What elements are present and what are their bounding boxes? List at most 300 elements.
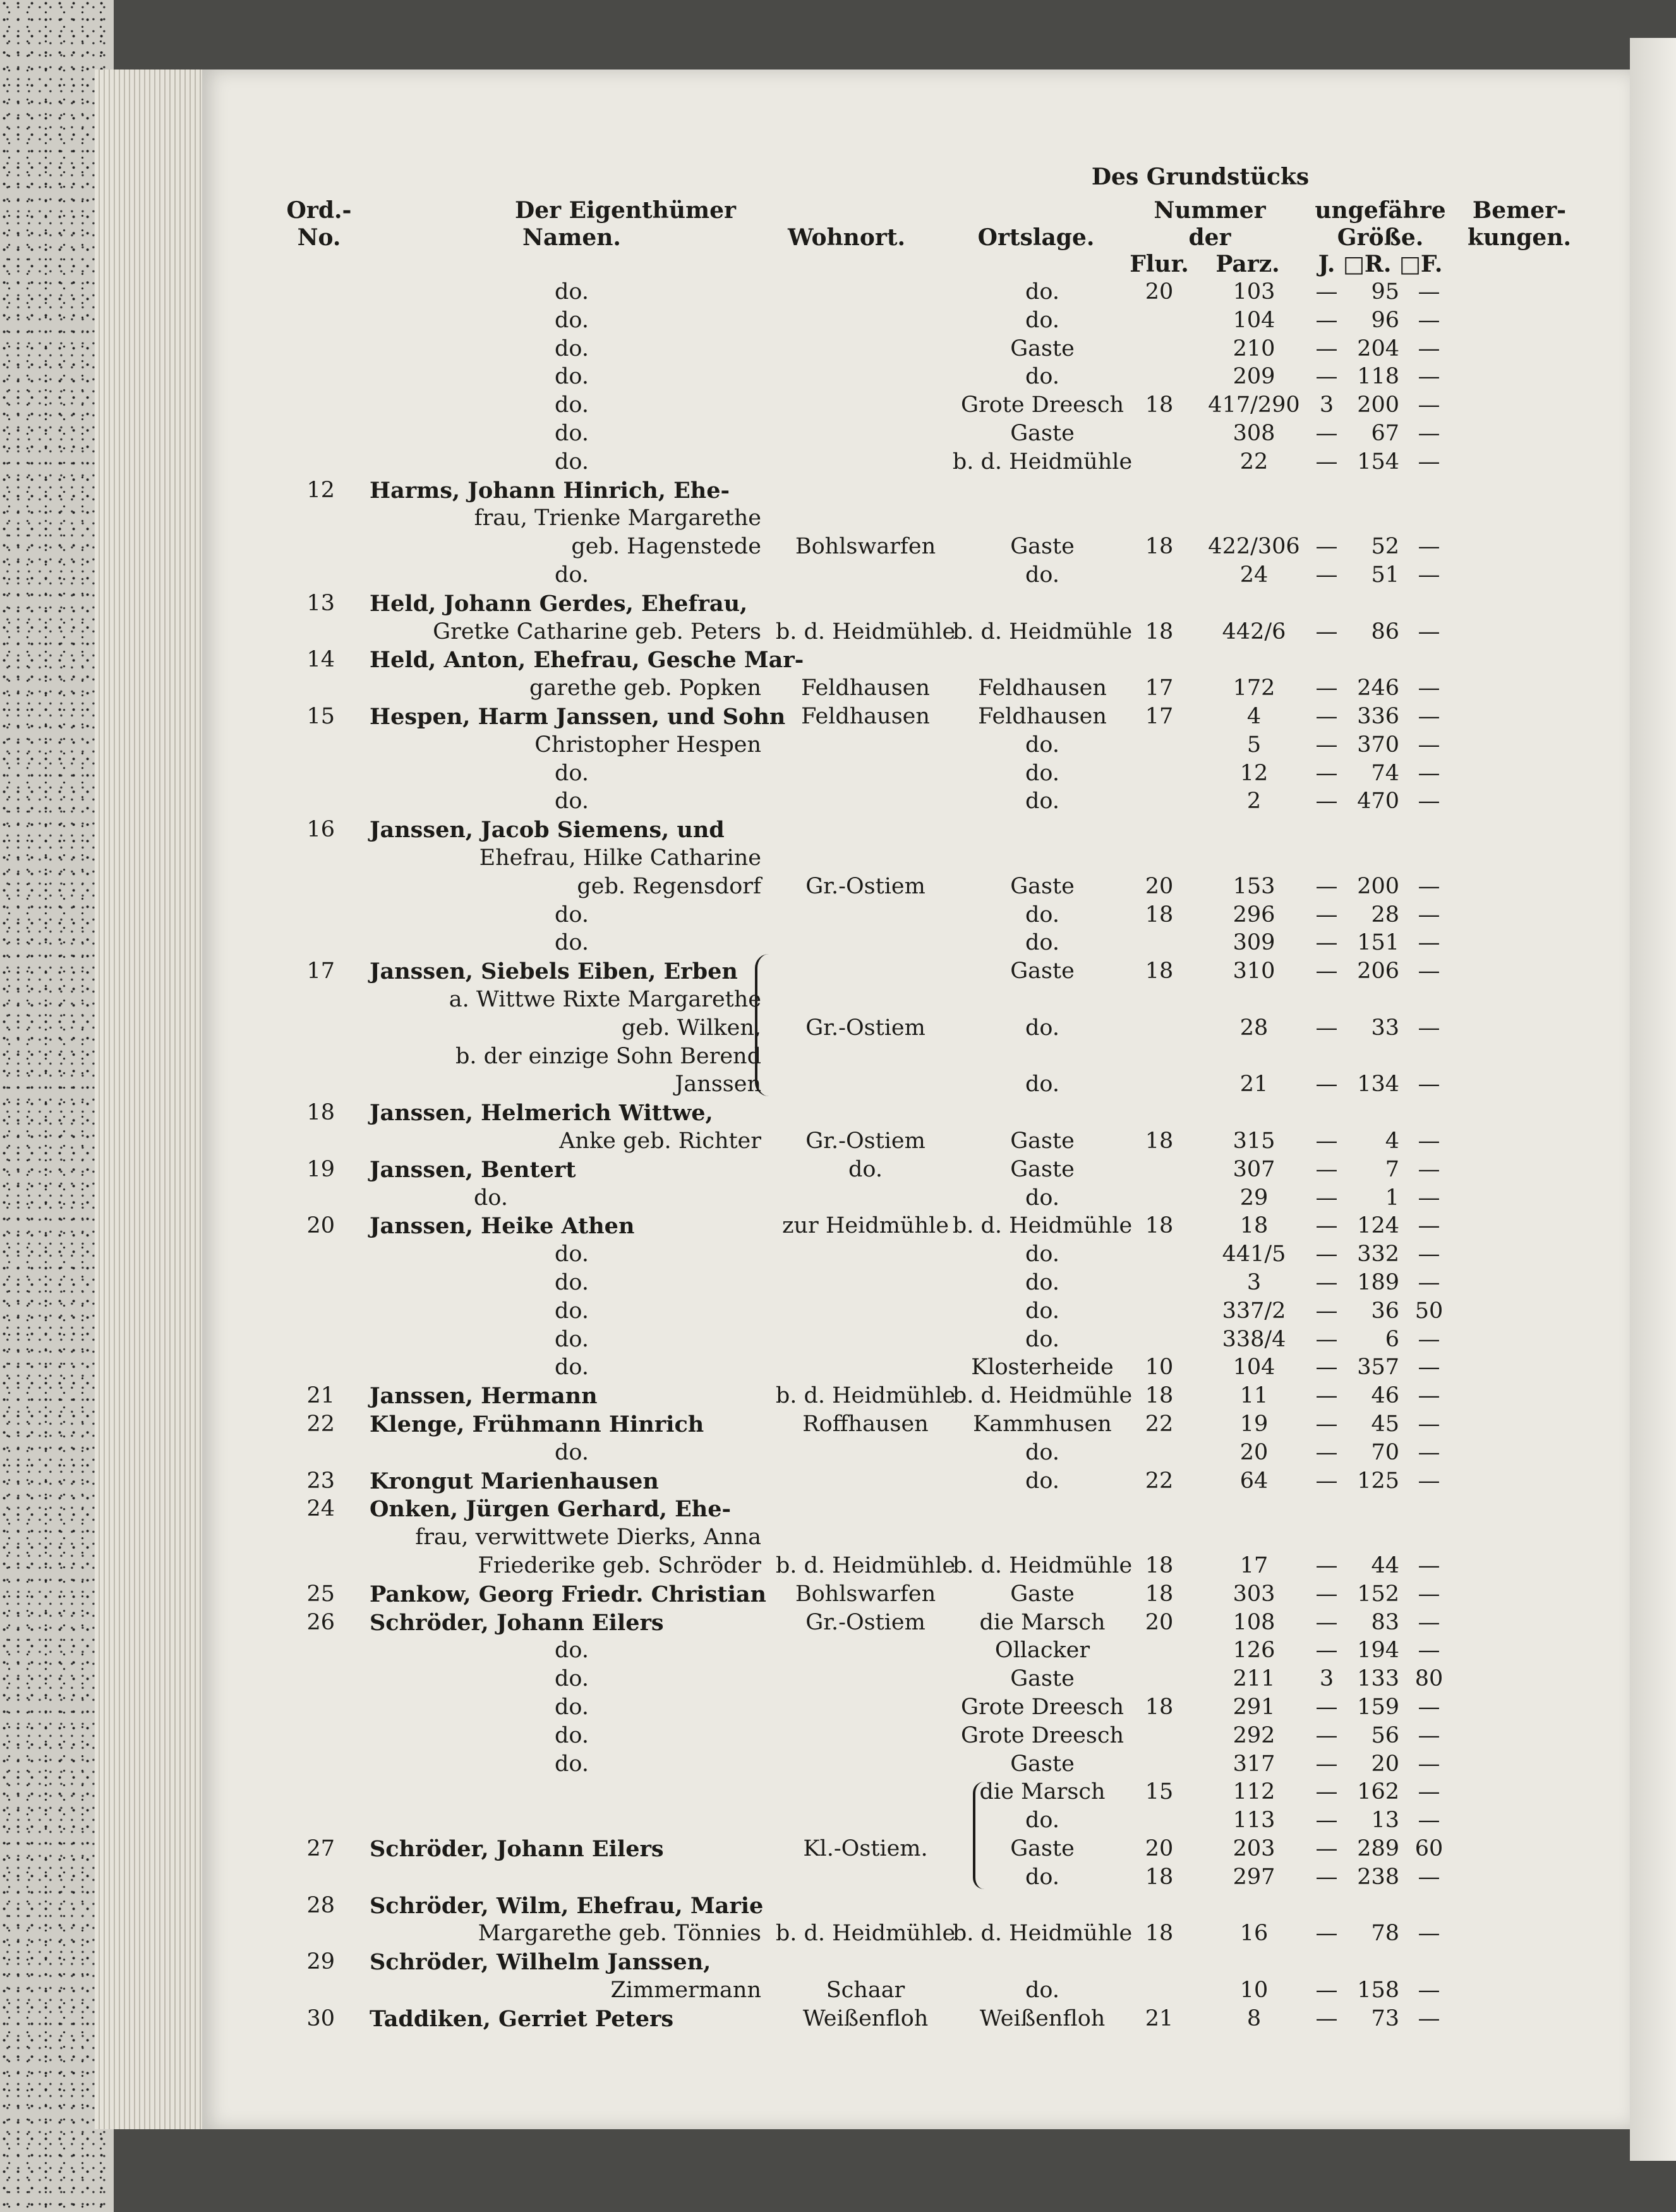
cell-ortslage: Grote Dreesch: [961, 1723, 1124, 1748]
cell-name: do.: [555, 761, 589, 786]
cell-r: 118: [1357, 364, 1399, 389]
cell-r: 96: [1371, 308, 1399, 333]
cell-parz: 309: [1233, 930, 1275, 955]
cell-f: 80: [1414, 1666, 1444, 1691]
header-groesse-units: J. □R. □F.: [1318, 251, 1443, 277]
cell-f: —: [1418, 1978, 1440, 2003]
cell-name: Klenge, Frühmann Hinrich: [370, 1411, 704, 1437]
cell-name: Schröder, Wilhelm Janssen,: [370, 1949, 711, 1975]
cell-name: Pankow, Georg Friedr. Christian: [370, 1581, 766, 1607]
cell-f: —: [1418, 2006, 1440, 2031]
cell-j: —: [1315, 874, 1338, 899]
cell-ortslage: Gaste: [1010, 1666, 1075, 1691]
cell-name: do.: [555, 930, 589, 955]
cell-ortslage: b. d. Heidmühle: [952, 619, 1133, 644]
cell-f: —: [1418, 1808, 1440, 1833]
cell-name: geb. Wilken,: [621, 1015, 761, 1041]
cell-name: do.: [555, 1666, 589, 1691]
bracket-27: [973, 1782, 984, 1889]
cell-ortslage: do.: [1025, 1185, 1059, 1211]
cell-j: —: [1315, 308, 1338, 333]
cell-f: —: [1418, 1723, 1440, 1748]
header-eigentuemer: Der Eigenthümer: [515, 197, 736, 224]
cell-wohnort: b. d. Heidmühle: [775, 1553, 956, 1578]
cell-f: —: [1418, 1015, 1440, 1041]
cell-j: —: [1315, 1695, 1338, 1720]
cell-j: —: [1315, 1411, 1338, 1437]
cell-f: —: [1418, 1581, 1440, 1607]
cell-parz: 104: [1233, 308, 1275, 333]
cell-parz: 310: [1233, 958, 1275, 984]
header-groesse: ungefähre: [1315, 197, 1446, 224]
cell-wohnort: Schaar: [826, 1978, 905, 2003]
cell-f: —: [1418, 364, 1440, 389]
cell-r: 44: [1371, 1553, 1399, 1578]
cell-r: 13: [1371, 1808, 1399, 1833]
cell-flur: 15: [1145, 1779, 1174, 1804]
cell-name: a. Wittwe Rixte Margarethe: [449, 987, 761, 1012]
cell-r: 45: [1371, 1411, 1399, 1437]
cell-parz: 292: [1233, 1723, 1275, 1748]
cell-j: —: [1315, 1213, 1338, 1238]
cell-ortslage: do.: [1025, 761, 1059, 786]
header-der: der: [1188, 224, 1231, 251]
cell-j: —: [1315, 1610, 1338, 1635]
cell-r: 125: [1357, 1468, 1399, 1494]
cell-r: 1: [1385, 1185, 1399, 1211]
cell-f: —: [1418, 619, 1440, 644]
cell-parz: 10: [1239, 1978, 1269, 2003]
cell-ortslage: do.: [1025, 1468, 1059, 1494]
cell-parz: 103: [1233, 279, 1275, 305]
header-nummer: Nummer: [1154, 197, 1266, 224]
cell-f: —: [1418, 1355, 1440, 1380]
cell-parz: 126: [1233, 1638, 1275, 1663]
cell-ortslage: b. d. Heidmühle: [952, 1553, 1133, 1578]
cell-ortslage: Feldhausen: [978, 675, 1107, 701]
cell-parz: 308: [1233, 421, 1275, 446]
cell-r: 332: [1357, 1242, 1399, 1267]
header-wohnort: Wohnort.: [788, 224, 905, 251]
cell-name: Anke geb. Richter: [559, 1128, 761, 1154]
cell-parz: 12: [1239, 761, 1269, 786]
cell-name: do.: [555, 562, 589, 588]
cell-parz: 8: [1246, 2006, 1262, 2031]
cell-parz: 18: [1239, 1213, 1269, 1238]
cell-parz: 28: [1239, 1015, 1269, 1041]
cell-f: —: [1418, 732, 1440, 758]
cell-name: geb. Regensdorf: [577, 874, 761, 899]
cell-ortslage: Klosterheide: [971, 1355, 1114, 1380]
cell-ortslage: Feldhausen: [978, 704, 1107, 729]
cell-r: 52: [1371, 534, 1399, 559]
cell-r: 51: [1371, 562, 1399, 588]
cell-f: —: [1418, 562, 1440, 588]
cell-flur: 18: [1145, 1383, 1174, 1408]
cell-j: —: [1315, 789, 1338, 814]
cell-parz: 153: [1233, 874, 1275, 899]
cell-j: —: [1315, 1779, 1338, 1804]
cell-f: —: [1418, 1213, 1440, 1238]
cell-parz: 24: [1239, 562, 1269, 588]
cell-j: —: [1315, 1298, 1338, 1324]
cell-r: 33: [1371, 1015, 1399, 1041]
cell-ortslage: b. d. Heidmühle: [952, 1213, 1133, 1238]
cell-ortslage: do.: [1025, 279, 1059, 305]
cell-j: —: [1315, 1468, 1338, 1494]
header-bemerkungen: Bemer-: [1472, 197, 1567, 224]
cell-name: b. der einzige Sohn Berend: [455, 1044, 761, 1069]
cell-r: 204: [1357, 336, 1399, 361]
cell-name: do.: [555, 1440, 589, 1465]
cell-wohnort: zur Heidmühle: [782, 1213, 949, 1238]
cell-f: —: [1418, 874, 1440, 899]
cell-ord: 30: [306, 2006, 335, 2031]
cell-parz: 209: [1233, 364, 1275, 389]
cell-parz: 211: [1233, 1666, 1275, 1691]
cell-j: —: [1315, 562, 1338, 588]
cell-ortslage: Gaste: [1010, 1581, 1075, 1607]
cell-ord: 27: [306, 1836, 335, 1861]
cell-name: do.: [555, 902, 589, 928]
cell-parz: 104: [1233, 1355, 1275, 1380]
cell-name: Janssen: [675, 1072, 761, 1097]
cell-f: —: [1418, 1242, 1440, 1267]
cell-f: —: [1418, 421, 1440, 446]
cell-ord: 22: [306, 1411, 335, 1437]
cell-j: 3: [1319, 1666, 1334, 1691]
cell-r: 20: [1371, 1751, 1399, 1777]
cell-j: —: [1315, 364, 1338, 389]
cell-r: 83: [1371, 1610, 1399, 1635]
cell-j: —: [1315, 279, 1338, 305]
cell-wohnort: b. d. Heidmühle: [775, 619, 956, 644]
cell-wohnort: Gr.-Ostiem: [805, 1015, 925, 1041]
cell-j: —: [1315, 1270, 1338, 1295]
cell-ortslage: do.: [1025, 732, 1059, 758]
cell-r: 154: [1357, 449, 1399, 474]
cell-ortslage: Gaste: [1010, 421, 1075, 446]
header-ortslage: Ortslage.: [977, 224, 1095, 251]
cell-wohnort: b. d. Heidmühle: [775, 1921, 956, 1946]
cell-name: geb. Hagenstede: [571, 534, 761, 559]
cell-ord: 16: [306, 817, 335, 842]
cell-flur: 22: [1145, 1411, 1174, 1437]
cell-name: garethe geb. Popken: [529, 675, 761, 701]
cell-j: —: [1315, 1327, 1338, 1352]
cell-parz: 17: [1239, 1553, 1269, 1578]
cell-flur: 18: [1145, 1213, 1174, 1238]
cell-name: frau, verwittwete Dierks, Anna: [415, 1525, 761, 1550]
cell-ortslage: do.: [1025, 1327, 1059, 1352]
cell-flur: 18: [1145, 1864, 1174, 1890]
header-grundstueck: Des Grundstücks: [1091, 164, 1310, 190]
cell-parz: 29: [1239, 1185, 1269, 1211]
cell-wohnort: b. d. Heidmühle: [775, 1383, 956, 1408]
cell-flur: 18: [1145, 902, 1174, 928]
cell-parz: 210: [1233, 336, 1275, 361]
cell-j: —: [1315, 930, 1338, 955]
cell-r: 4: [1385, 1128, 1399, 1154]
bracket-17: [755, 954, 769, 1096]
cell-ortslage: Grote Dreesch: [961, 1695, 1124, 1720]
cell-name: do.: [555, 1298, 589, 1324]
cell-j: —: [1315, 1921, 1338, 1946]
cell-name: do.: [555, 1327, 589, 1352]
cell-r: 159: [1357, 1695, 1399, 1720]
cell-ord: 23: [306, 1468, 335, 1494]
cell-name: do.: [555, 308, 589, 333]
cell-j: —: [1315, 1978, 1338, 2003]
cell-f: —: [1418, 336, 1440, 361]
cell-ortslage: Gaste: [1010, 534, 1075, 559]
cell-j: —: [1315, 1072, 1338, 1097]
cell-name: do.: [555, 1695, 589, 1720]
cell-f: —: [1418, 902, 1440, 928]
cell-name: do.: [555, 789, 589, 814]
cell-parz: 337/2: [1222, 1298, 1286, 1324]
cell-name: do.: [555, 392, 589, 418]
cell-ortslage: die Marsch: [979, 1610, 1106, 1635]
cell-flur: 18: [1145, 392, 1174, 418]
cell-r: 238: [1357, 1864, 1399, 1890]
cell-f: —: [1418, 761, 1440, 786]
cell-name: Janssen, Helmerich Wittwe,: [370, 1100, 713, 1126]
cell-j: 3: [1319, 392, 1334, 418]
cell-f: —: [1418, 1072, 1440, 1097]
cell-wohnort: Weißenfloh: [802, 2006, 929, 2031]
cell-parz: 16: [1239, 1921, 1269, 1946]
cell-j: —: [1315, 1242, 1338, 1267]
cell-j: —: [1315, 1864, 1338, 1890]
cell-ord: 29: [306, 1949, 335, 1974]
cell-parz: 315: [1233, 1128, 1275, 1154]
cell-name: Taddiken, Gerriet Peters: [370, 2006, 674, 2032]
cell-ord: 25: [306, 1581, 335, 1607]
cell-name: Ehefrau, Hilke Catharine: [479, 845, 761, 871]
cell-ortslage: do.: [1025, 1978, 1059, 2003]
cell-j: —: [1315, 1808, 1338, 1833]
cell-f: —: [1418, 958, 1440, 984]
cell-ortslage: do.: [1025, 1242, 1059, 1267]
cell-r: 246: [1357, 675, 1399, 701]
cell-name: Onken, Jürgen Gerhard, Ehe-: [370, 1496, 732, 1522]
cell-j: —: [1315, 732, 1338, 758]
cell-ortslage: do.: [1025, 1864, 1059, 1890]
cell-parz: 417/290: [1208, 392, 1300, 418]
cell-r: 151: [1357, 930, 1399, 955]
cell-r: 200: [1357, 874, 1399, 899]
page-stack: [95, 70, 202, 2129]
header-ord: Ord.-: [286, 197, 352, 224]
cell-name: Held, Anton, Ehefrau, Gesche Mar-: [370, 647, 804, 673]
cell-j: —: [1315, 1128, 1338, 1154]
cell-wohnort: Gr.-Ostiem: [805, 1610, 925, 1635]
cell-r: 133: [1357, 1666, 1399, 1691]
cell-f: 60: [1414, 1836, 1444, 1861]
cell-f: —: [1418, 930, 1440, 955]
cell-name: Janssen, Hermann: [370, 1383, 598, 1409]
cell-f: —: [1418, 1185, 1440, 1211]
header-flur: Flur.: [1130, 251, 1189, 277]
cell-flur: 18: [1145, 1921, 1174, 1946]
cell-name: Gretke Catharine geb. Peters: [433, 619, 761, 644]
cell-name: do.: [555, 421, 589, 446]
cell-r: 46: [1371, 1383, 1399, 1408]
cell-parz: 441/5: [1222, 1242, 1286, 1267]
cell-flur: 18: [1145, 1128, 1174, 1154]
cell-f: —: [1418, 1468, 1440, 1494]
cell-j: —: [1315, 1015, 1338, 1041]
cell-name: Schröder, Wilm, Ehefrau, Marie: [370, 1893, 764, 1919]
cell-j: —: [1315, 1836, 1338, 1861]
cell-f: —: [1418, 704, 1440, 729]
cell-r: 206: [1357, 958, 1399, 984]
cell-name: do.: [555, 364, 589, 389]
cell-ortslage: do.: [1025, 308, 1059, 333]
cell-ortslage: do.: [1025, 930, 1059, 955]
cell-ortslage: do.: [1025, 1440, 1059, 1465]
cell-ord: 13: [306, 591, 335, 616]
cell-parz: 291: [1233, 1695, 1275, 1720]
cell-r: 357: [1357, 1355, 1399, 1380]
cell-r: 70: [1371, 1440, 1399, 1465]
cell-parz: 297: [1233, 1864, 1275, 1890]
header-parz: Parz.: [1215, 251, 1280, 277]
cell-flur: 20: [1145, 874, 1174, 899]
cell-j: —: [1315, 1723, 1338, 1748]
cell-wohnort: Bohlswarfen: [795, 534, 936, 559]
cell-r: 56: [1371, 1723, 1399, 1748]
cell-f: —: [1418, 1157, 1440, 1182]
cell-f: —: [1418, 308, 1440, 333]
cell-r: 6: [1385, 1327, 1399, 1352]
cell-r: 28: [1371, 902, 1399, 928]
cell-ortslage: do.: [1025, 1298, 1059, 1324]
cell-j: —: [1315, 1638, 1338, 1663]
cell-j: —: [1315, 1157, 1338, 1182]
cell-j: —: [1315, 1383, 1338, 1408]
cell-j: —: [1315, 534, 1338, 559]
cell-wohnort: Bohlswarfen: [795, 1581, 936, 1607]
cell-parz: 296: [1233, 902, 1275, 928]
cell-r: 194: [1357, 1638, 1399, 1663]
cell-f: —: [1418, 449, 1440, 474]
cell-f: 50: [1414, 1298, 1444, 1324]
cell-j: —: [1315, 902, 1338, 928]
cell-ord: 20: [306, 1213, 335, 1238]
cell-f: —: [1418, 1327, 1440, 1352]
cell-parz: 422/306: [1208, 534, 1300, 559]
cell-flur: 22: [1145, 1468, 1174, 1494]
cell-flur: 20: [1145, 279, 1174, 305]
cell-j: —: [1315, 1751, 1338, 1777]
cell-j: —: [1315, 421, 1338, 446]
cell-ortslage: Kammhusen: [973, 1411, 1112, 1437]
cell-f: —: [1418, 1695, 1440, 1720]
header-namen: Namen.: [522, 224, 621, 251]
cell-r: 200: [1357, 392, 1399, 418]
cell-ortslage: Gaste: [1010, 1157, 1075, 1182]
cell-r: 336: [1357, 704, 1399, 729]
cell-name: Janssen, Siebels Eiben, Erben: [370, 958, 738, 984]
cell-name: do.: [474, 1185, 508, 1211]
cell-parz: 317: [1233, 1751, 1275, 1777]
cell-parz: 307: [1233, 1157, 1275, 1182]
cell-j: —: [1315, 675, 1338, 701]
cell-flur: 17: [1145, 675, 1174, 701]
cell-ord: 21: [306, 1383, 335, 1408]
cell-name: do.: [555, 1270, 589, 1295]
cell-f: —: [1418, 1383, 1440, 1408]
cell-r: 73: [1371, 2006, 1399, 2031]
cell-name: Schröder, Johann Eilers: [370, 1836, 664, 1862]
cell-f: —: [1418, 1638, 1440, 1663]
cell-r: 134: [1357, 1072, 1399, 1097]
cell-r: 95: [1371, 279, 1399, 305]
cell-name: Held, Johann Gerdes, Ehefrau,: [370, 591, 748, 617]
cell-flur: 18: [1145, 1581, 1174, 1607]
cell-flur: 18: [1145, 619, 1174, 644]
cell-ortslage: die Marsch: [979, 1779, 1106, 1804]
cell-ord: 14: [306, 647, 335, 672]
header-bemerkungen-2: kungen.: [1467, 224, 1572, 251]
cell-parz: 4: [1246, 704, 1262, 729]
cell-r: 78: [1371, 1921, 1399, 1946]
page: [202, 70, 1630, 2129]
cell-f: —: [1418, 392, 1440, 418]
cell-name: Christopher Hespen: [534, 732, 761, 758]
cell-ortslage: Gaste: [1010, 336, 1075, 361]
cell-flur: 18: [1145, 1553, 1174, 1578]
cell-f: —: [1418, 1440, 1440, 1465]
cell-f: —: [1418, 1751, 1440, 1777]
cell-ortslage: do.: [1025, 562, 1059, 588]
cell-parz: 5: [1246, 732, 1262, 758]
cell-r: 124: [1357, 1213, 1399, 1238]
cell-ortslage: Gaste: [1010, 1751, 1075, 1777]
cell-ortslage: do.: [1025, 789, 1059, 814]
cell-wohnort: Kl.-Ostiem.: [803, 1836, 928, 1861]
cell-name: Harms, Johann Hinrich, Ehe-: [370, 478, 730, 504]
header-no: No.: [297, 224, 341, 251]
cell-flur: 10: [1145, 1355, 1174, 1380]
cell-name: frau, Trienke Margarethe: [474, 505, 761, 531]
cell-ord: 18: [306, 1100, 335, 1125]
cell-name: Schröder, Johann Eilers: [370, 1610, 664, 1636]
cell-ortslage: do.: [1025, 1015, 1059, 1041]
header-groesse-2: Größe.: [1337, 224, 1424, 251]
cell-ord: 19: [306, 1157, 335, 1182]
cell-ortslage: Gaste: [1010, 874, 1075, 899]
cell-parz: 2: [1246, 789, 1262, 814]
cell-name: Margarethe geb. Tönnies: [478, 1921, 761, 1946]
cell-f: —: [1418, 1921, 1440, 1946]
cell-flur: 21: [1145, 2006, 1174, 2031]
cell-ortslage: Gaste: [1010, 1128, 1075, 1154]
cell-j: —: [1315, 958, 1338, 984]
cell-name: do.: [555, 1242, 589, 1267]
cell-wohnort: Feldhausen: [801, 704, 930, 729]
cell-f: —: [1418, 1553, 1440, 1578]
cell-j: —: [1315, 1553, 1338, 1578]
cell-j: —: [1315, 2006, 1338, 2031]
cell-name: do.: [555, 279, 589, 305]
cell-r: 189: [1357, 1270, 1399, 1295]
cell-j: —: [1315, 1185, 1338, 1211]
next-page-edge: [1630, 38, 1676, 2161]
cell-j: —: [1315, 336, 1338, 361]
